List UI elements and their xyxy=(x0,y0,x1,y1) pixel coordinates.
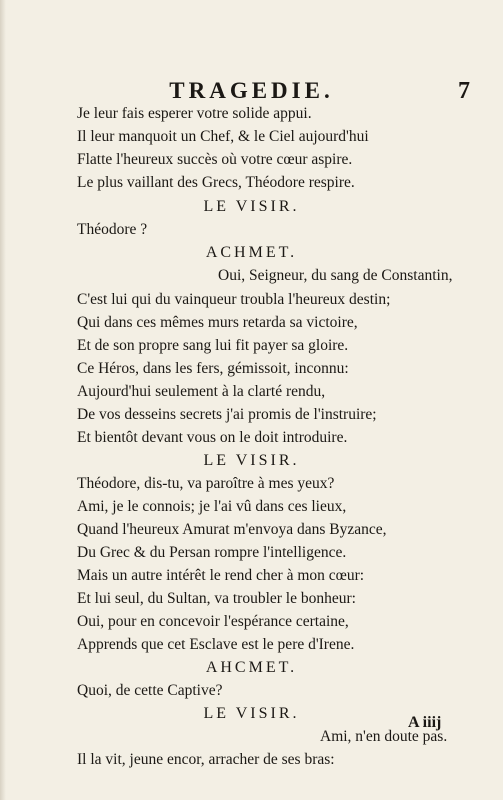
verse-line: Aujourd'hui seulement à la clarté rendu, xyxy=(77,383,326,400)
verse-line: Il la vit, jeune encor, arracher de ses bras: xyxy=(77,751,335,768)
verse-line: Ce Héros, dans les fers, gémissoit, inconnu: xyxy=(77,360,349,377)
signature-mark: A iiij xyxy=(408,714,442,731)
verse-line: Et de son propre sang lui fit payer sa gloire. xyxy=(77,337,349,354)
verse-line: Et lui seul, du Sultan, va troubler le bonheur: xyxy=(77,590,356,607)
speaker-heading: ACHMET. xyxy=(205,244,298,261)
verse-line: Théodore ? xyxy=(77,221,148,238)
verse-line: Apprends que cet Esclave est le pere d'Irene. xyxy=(77,636,355,653)
verse-line: Le plus vaillant des Grecs, Théodore respire. xyxy=(77,174,355,191)
page-edge xyxy=(0,0,6,800)
verse-line: C'est lui qui du vainqueur troubla l'heureux destin; xyxy=(77,291,391,308)
verse-line: Quoi, de cette Captive? xyxy=(77,682,223,699)
verse-line: Il leur manquoit un Chef, & le Ciel aujourd'hui xyxy=(77,128,369,145)
verse-line: Je leur fais esperer votre solide appui. xyxy=(77,105,312,122)
verse-line: Oui, Seigneur, du sang de Constantin, xyxy=(218,267,453,284)
verse-line: De vos desseins secrets j'ai promis de l'instruire; xyxy=(77,406,377,423)
verse-line: Qui dans ces mêmes murs retarda sa victoire, xyxy=(77,314,358,331)
speaker-heading: LE VISIR. xyxy=(203,705,300,722)
verse-line: Mais un autre intérêt le rend cher à mon cœur: xyxy=(77,567,365,584)
running-title: TRAGEDIE. xyxy=(169,78,334,103)
verse-line: Théodore, dis-tu, va paroître à mes yeux? xyxy=(77,475,335,492)
verse-line: Du Grec & du Persan rompre l'intelligence. xyxy=(77,544,347,561)
page-number: 7 xyxy=(458,78,470,104)
verse-line: Flatte l'heureux succès où votre cœur aspire. xyxy=(77,151,353,168)
speaker-heading: AHCMET. xyxy=(205,659,298,676)
speaker-heading: LE VISIR. xyxy=(203,198,300,215)
verse-line: Ami, je le connois; je l'ai vû dans ces lieux, xyxy=(77,498,347,515)
verse-line: Quand l'heureux Amurat m'envoya dans Byzance, xyxy=(77,521,387,538)
verse-line: Oui, pour en concevoir l'espérance certaine, xyxy=(77,613,349,630)
verse-line: Ami, n'en doute pas. xyxy=(320,728,448,745)
verse-line: Et bientôt devant vous on le doit introduire. xyxy=(77,429,348,446)
speaker-heading: LE VISIR. xyxy=(203,452,300,469)
